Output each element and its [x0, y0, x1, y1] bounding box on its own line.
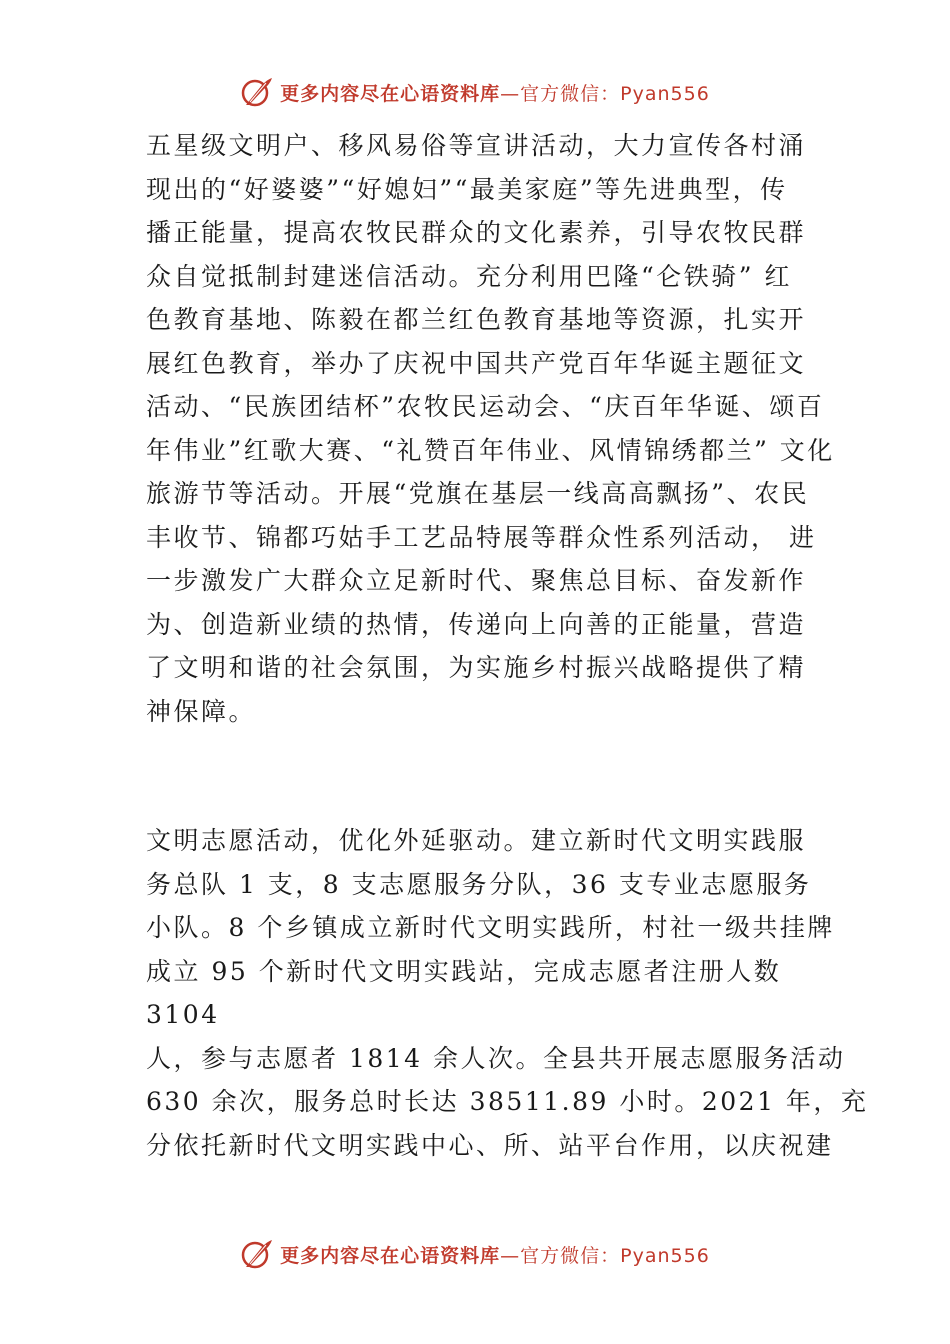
text-line: 展红色教育，举办了庆祝中国共产党百年华诞主题征文 [146, 348, 807, 378]
text-line: 播正能量，提高农牧民群众的文化素养，引导农牧民群 [146, 218, 807, 247]
text-line: 旅游节等活动。开展“党旗在基层一线高高飘扬”、农民 [146, 479, 810, 508]
text-line: 一步激发广大群众立足新时代、聚焦总目标、奋发新作 [146, 566, 807, 595]
text-line: 了文明和谐的社会氛围，为实施乡村振兴战略提供了精 [146, 653, 807, 682]
document-body [146, 124, 869, 1167]
text-line: 人，参与志愿者 1814 余人次。全县共开展志愿服务活动 [146, 1043, 846, 1073]
text-line: 务总队 1 支，8 支志愿服务分队，36 支专业志愿服务 [146, 869, 812, 899]
paragraph-2 [146, 819, 869, 1167]
text-line: 五星级文明户、移风易俗等宣讲活动，大力宣传各村涌 [146, 131, 807, 160]
text-line: 小队。8 个乡镇成立新时代文明实践所，村社一级共挂牌 [146, 913, 835, 942]
text-line: 活动、“民族团结杯”农牧民运动会、“庆百年华诞、颂百 [146, 392, 825, 421]
text-line: 色教育基地、陈毅在都兰红色教育基地等资源，扎实开 [146, 305, 807, 334]
text-line: 现出的“好婆婆”“好媳妇”“最美家庭”等先进典型，传 [146, 174, 788, 204]
text-line: 文明志愿活动，优化外延驱动。建立新时代文明实践服 [146, 826, 807, 855]
header-banner [0, 72, 950, 112]
text-line: 丰收节、锦都巧姑手工艺品特展等群众性系列活动， 进 [146, 522, 817, 552]
text-line: 成立 95 个新时代文明实践站，完成志愿者注册人数 [146, 956, 782, 986]
text-line: 3104 [146, 1000, 220, 1029]
quill-pen-circle-icon [240, 1237, 274, 1271]
banner-text: 更多内容尽在心语资料库—官方微信：Pyan556 [280, 1244, 710, 1267]
text-line: 众自觉抵制封建迷信活动。充分利用巴隆“仑铁骑” 红 [146, 261, 793, 291]
quill-pen-circle-icon [240, 75, 274, 109]
footer-banner [0, 1234, 950, 1274]
text-line: 年伟业”红歌大赛、“礼赞百年伟业、风情锦绣都兰” 文化 [146, 435, 835, 465]
banner-text: 更多内容尽在心语资料库—官方微信：Pyan556 [280, 82, 710, 105]
text-line: 分依托新时代文明实践中心、所、站平台作用，以庆祝建 [146, 1130, 834, 1160]
paragraph-1 [146, 124, 835, 733]
paragraph-gap [146, 733, 826, 819]
text-line: 为、创造新业绩的热情，传递向上向善的正能量，营造 [146, 609, 807, 639]
text-line: 630 余次，服务总时长达 38511.89 小时。2021 年，充 [146, 1087, 869, 1116]
text-line: 神保障。 [146, 696, 257, 726]
